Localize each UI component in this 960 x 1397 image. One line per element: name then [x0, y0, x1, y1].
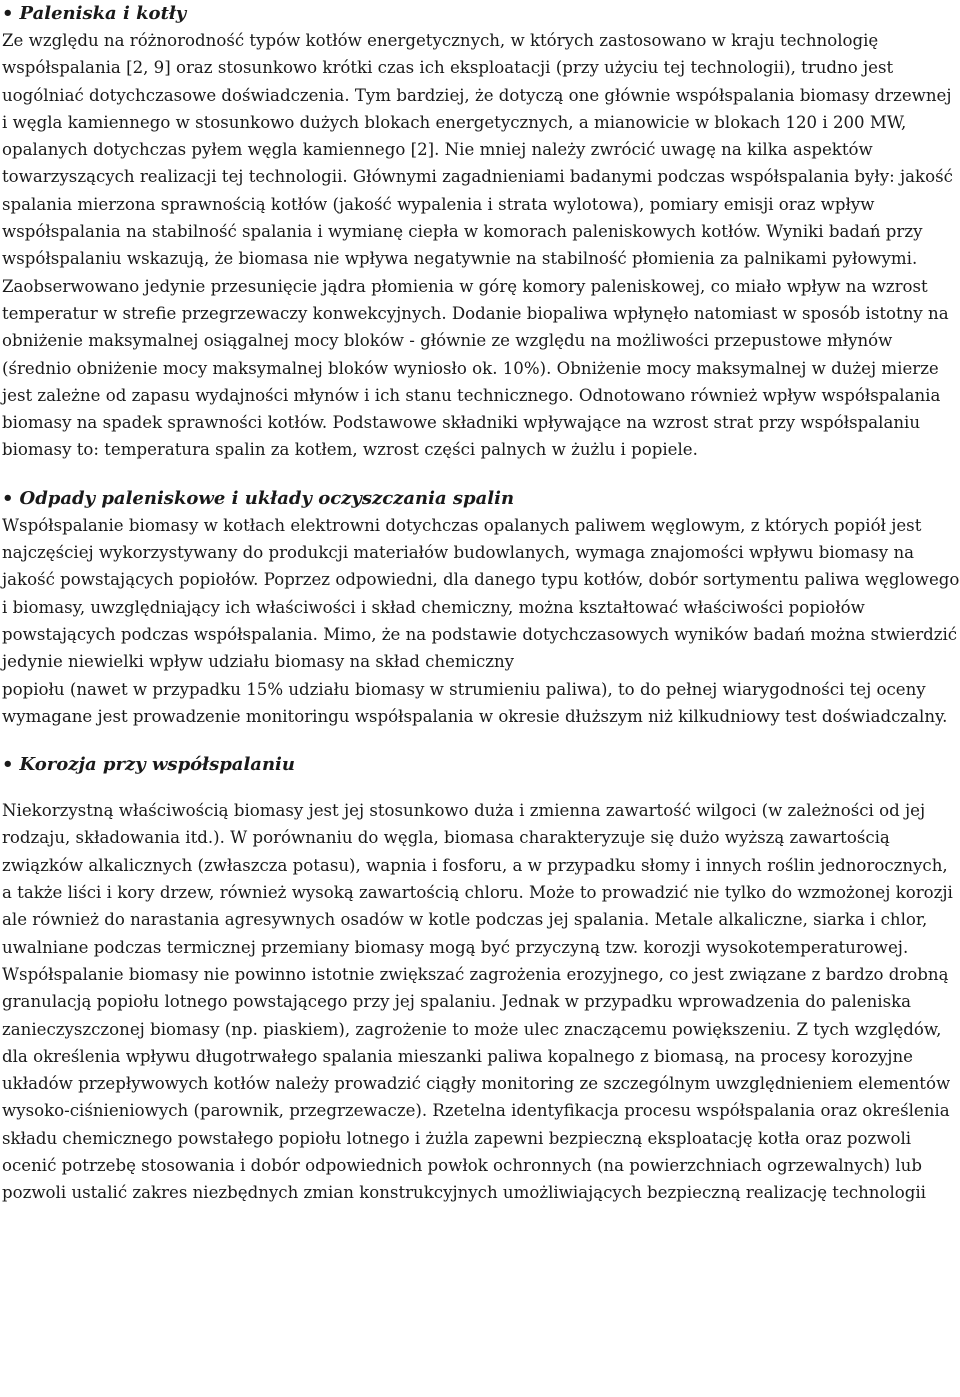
section-paleniska	[2, 0, 960, 464]
section-heading	[2, 751, 960, 778]
section-heading	[2, 0, 960, 27]
bullet-icon: •	[2, 3, 14, 24]
paragraph: popiołu (nawet w przypadku 15% udziału biomasy w strumieniu paliwa), to do pełnej wiarygodności tej oceny wymagane jest prowadzenie monitoringu współspalania w okresie dłuższym niż kilkudniowy test doświadczalny.	[2, 679, 948, 726]
section-heading-text: Odpady paleniskowe i układy oczyszczania spalin	[19, 487, 515, 509]
section-odpady	[2, 485, 960, 730]
bullet-icon: •	[2, 487, 14, 509]
section-heading-text: Korozja przy współspalaniu	[19, 754, 295, 776]
section-heading-text: Paleniska i kotły	[19, 3, 187, 24]
section-heading	[2, 485, 960, 512]
paragraph: Ze względu na różnorodność typów kotłów energetycznych, w których zastosowano w kraju technologię współspalania [2, 9] oraz stosunkowo krótki czas ich eksploatacji (przy użyciu tej technologii), trudno jest uogólniać dotychczasowe doświadczenia. Tym bardziej, że dotyczą one głównie współspalania biomasy drzewnej i węgla kamiennego w stosunkowo dużych blokach energetycznych, a mianowicie w blokach 120 i 200 MW, opalanych dotychczas pyłem węgla kamiennego [2]. Nie mniej należy zwrócić uwagę na kilka aspektów towarzyszących realizacji tej technologii. Głównymi zagadnieniami badanymi podczas współspalania były: jakość spalania mierzona sprawnością kotłów (jakość wypalenia i strata wylotowa), pomiary emisji oraz wpływ współspalania na stabilność spalania i wymianę ciepła w komorach paleniskowych kotłów. Wyniki badań przy współspalaniu wskazują, że biomasa nie wpływa negatywnie na stabilność płomienia za palnikami pyłowymi. Zaobserwowano jedynie przesunięcie jądra płomienia w górę komory paleniskowej, co miało wpływ na wzrost temperatur w strefie przegrzewaczy konwekcyjnych. Dodanie biopaliwa wpłynęło natomiast w sposób istotny na obniżenie maksymalnej osiągalnej mocy bloków - głównie ze względu na możliwości przepustowe młynów (średnio obniżenie mocy maksymalnej bloków wyniosło ok. 10%). Obniżenie mocy maksymalnej w dużej mierze jest zależne od zapasu wydajności młynów i ich stanu technicznego. Odnotowano również wpływ współspalania biomasy na spadek sprawności kotłów. Podstawowe składniki wpływające na wzrost strat przy współspalaniu biomasy to: temperatura spalin za kotłem, wzrost części palnych w żużlu i popiele.	[2, 31, 953, 460]
spacer	[2, 730, 960, 751]
paragraph: Współspalanie biomasy w kotłach elektrowni dotychczas opalanych paliwem węglowym, z których popiół jest najczęściej wykorzystywany do produkcji materiałów budowlanych, wymaga znajomości wpływu biomasy na jakość powstających popiołów. Poprzez odpowiedni, dla danego typu kotłów, dobór sortymentu paliwa węglowego i biomasy, uwzględniający ich właściwości i skład chemiczny, można kształtować właściwości popiołów powstających podczas współspalania. Mimo, że na podstawie dotychczasowych wyników badań można stwierdzić jedynie niewielki wpływ udziału biomasy na skład chemiczny	[2, 515, 960, 672]
spacer	[2, 778, 960, 797]
bullet-icon: •	[2, 754, 14, 776]
section-korozja	[2, 751, 960, 1206]
spacer	[2, 464, 960, 485]
paragraph: Niekorzystną właściwością biomasy jest jej stosunkowo duża i zmienna zawartość wilgoci (w zależności od jej rodzaju, składowania itd.). W porównaniu do węgla, biomasa charakteryzuje się dużo wyższą zawartością związków alkalicznych (zwłaszcza potasu), wapnia i fosforu, a w przypadku słomy i innych roślin jednorocznych, a także liści i kory drzew, również wysoką zawartością chloru. Może to prowadzić nie tylko do wzmożonej korozji ale również do narastania agresywnych osadów w kotle podczas jej spalania. Metale alkaliczne, siarka i chlor, uwalniane podczas termicznej przemiany biomasy mogą być przyczyną tzw. korozji wysokotemperaturowej. Współspalanie biomasy nie powinno istotnie zwiększać zagrożenia erozyjnego, co jest związane z bardzo drobną granulacją popiołu lotnego powstającego przy jej spalaniu. Jednak w przypadku wprowadzenia do paleniska zanieczyszczonej biomasy (np. piaskiem), zagrożenie to może ulec znaczącemu powiększeniu. Z tych względów, dla określenia wpływu długotrwałego spalania mieszanki paliwa kopalnego z biomasą, na procesy korozyjne układów przepływowych kotłów należy prowadzić ciągły monitoring ze szczególnym uwzględnieniem elementów wysoko-ciśnieniowych (parownik, przegrzewacze). Rzetelna identyfikacja procesu współspalania oraz określenia składu chemicznego powstałego popiołu lotnego i żużla zapewni bezpieczną eksploatację kotła oraz pozwoli ocenić potrzebę stosowania i dobór odpowiednich powłok ochronnych (na powierzchniach ogrzewalnych) lub pozwoli ustalić zakres niezbędnych zmian konstrukcyjnych umożliwiających bezpieczną realizację technologii	[2, 801, 953, 1203]
